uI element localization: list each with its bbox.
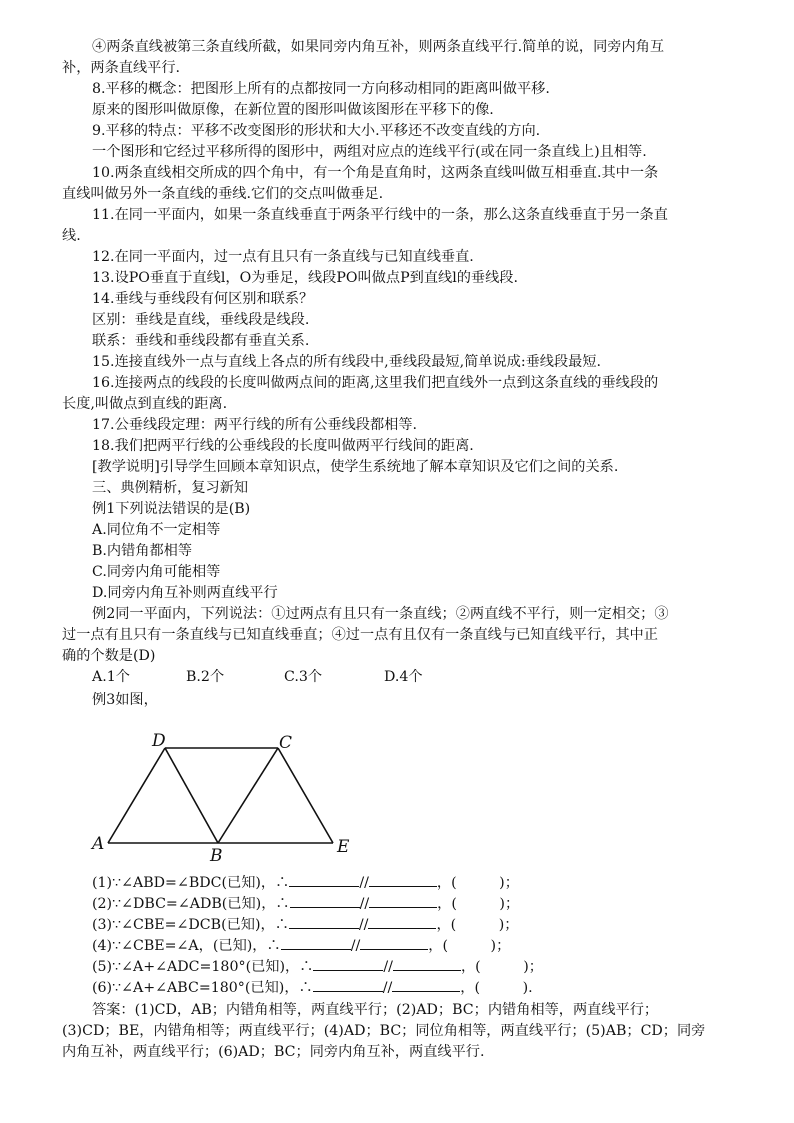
text-line: 补，两条直线平行. bbox=[62, 60, 181, 76]
point-label-e: E bbox=[337, 837, 350, 857]
parallel-sign: // bbox=[358, 917, 369, 933]
question-1 bbox=[92, 872, 519, 893]
option-c: C.同旁内角可能相等 bbox=[92, 564, 221, 580]
parallel-sign: // bbox=[359, 875, 369, 891]
answer-line: 答案：(1)CD，AB；内错角相等，两直线平行；(2)AD；BC；内错角相等，两直线平行； bbox=[92, 1002, 659, 1018]
question-text: (6)∵∠A+∠ABC=180°(已知)，∴ bbox=[92, 980, 313, 996]
section-heading: 三、典例精析，复习新知 bbox=[92, 480, 249, 496]
text-line: 直线叫做另外一条直线的垂线.它们的交点叫做垂足. bbox=[62, 186, 384, 202]
parallel-sign: // bbox=[382, 980, 393, 996]
question-text: (2)∵∠DBC=∠ADB(已知)，∴ bbox=[92, 896, 290, 912]
question-text: (1)∵∠ABD=∠BDC(已知)，∴ bbox=[92, 875, 290, 891]
question-2 bbox=[92, 893, 519, 914]
point-label-c: C bbox=[279, 733, 293, 753]
text-line: 线. bbox=[62, 228, 81, 244]
text-line: 13.设PO垂直于直线l，O为垂足，线段PO叫做点P到直线l的垂线段. bbox=[92, 270, 518, 286]
option-a: A.同位角不一定相等 bbox=[92, 522, 221, 538]
question-5 bbox=[92, 956, 543, 977]
text-line: 15.连接直线外一点与直线上各点的所有线段中,垂线段最短,简单说成:垂线段最短. bbox=[92, 354, 602, 370]
answer-blank[interactable] bbox=[313, 977, 383, 992]
answer-blank[interactable] bbox=[393, 956, 461, 971]
segment-ce bbox=[278, 748, 333, 843]
parallel-sign: // bbox=[350, 938, 361, 954]
reason-blank: ，( )； bbox=[460, 959, 543, 975]
text-line: 确的个数是(D) bbox=[62, 648, 156, 664]
answer-blank[interactable] bbox=[369, 872, 437, 887]
answer-blank[interactable] bbox=[290, 893, 360, 908]
text-line: 16.连接两点的线段的长度叫做两点间的距离,这里我们把直线外一点到这条直线的垂线段的 bbox=[92, 375, 659, 391]
reason-blank: ，( )； bbox=[436, 917, 519, 933]
parallel-sign: // bbox=[359, 896, 370, 912]
text-line: 18.我们把两平行线的公垂线段的长度叫做两平行线间的距离. bbox=[92, 438, 474, 454]
segment-bc bbox=[218, 748, 278, 843]
reason-blank: ，( )； bbox=[428, 938, 511, 954]
answer-blank[interactable] bbox=[392, 977, 460, 992]
question-3 bbox=[92, 914, 518, 935]
text-line: 8.平移的概念：把图形上所有的点都按同一方向移动相同的距离叫做平移. bbox=[92, 81, 550, 97]
choice-b: B.2个 bbox=[186, 669, 225, 685]
text-line: 12.在同一平面内，过一点有且只有一条直线与已知直线垂直. bbox=[92, 249, 474, 265]
segment-ad bbox=[108, 748, 165, 843]
text-line: 17.公垂线段定理：两平行线的所有公垂线段都相等. bbox=[92, 417, 418, 433]
answer-blank[interactable] bbox=[289, 872, 359, 887]
text-line: 原来的图形叫做原像，在新位置的图形叫做该图形在平移下的像. bbox=[92, 102, 494, 118]
question-text: (3)∵∠CBE=∠DCB(已知)，∴ bbox=[92, 917, 289, 933]
reason-blank: ，( )； bbox=[436, 875, 519, 891]
reason-blank: ，( ). bbox=[460, 980, 533, 996]
choice-d: D.4个 bbox=[384, 669, 423, 685]
example-2-question: 例2同一平面内，下列说法：①过两点有且只有一条直线；②两直线不平行，则一定相交；③ bbox=[92, 606, 669, 622]
question-4 bbox=[92, 935, 510, 956]
option-d: D.同旁内角互补则两直线平行 bbox=[92, 585, 278, 601]
text-line: 区别：垂线是直线，垂线段是线段. bbox=[92, 312, 310, 328]
text-line: 过一点有且只有一条直线与已知直线垂直；④过一点有且仅有一条直线与已知直线平行，其中正 bbox=[62, 627, 658, 643]
question-text: (4)∵∠CBE=∠A，(已知)，∴ bbox=[92, 938, 281, 954]
teaching-note: [教学说明]引导学生回顾本章知识点，使学生系统地了解本章知识及它们之间的关系. bbox=[92, 459, 619, 475]
answer-blank[interactable] bbox=[289, 914, 359, 929]
answer-blank[interactable] bbox=[368, 914, 436, 929]
text-line: 14.垂线与垂线段有何区别和联系？ bbox=[92, 291, 314, 307]
text-line: ④两条直线被第三条直线所截，如果同旁内角互补，则两条直线平行.简单的说，同旁内角互 bbox=[92, 39, 665, 55]
question-6 bbox=[92, 977, 533, 998]
point-label-d: D bbox=[152, 731, 166, 751]
answer-line: 内角互补，两直线平行；(6)AD；BC；同旁内角互补，两直线平行. bbox=[62, 1044, 485, 1060]
example-1-question: 例1下列说法错误的是(B) bbox=[92, 501, 251, 517]
text-line: 长度,叫做点到直线的距离. bbox=[62, 396, 228, 412]
example-3-title: 例3如图， bbox=[92, 692, 158, 708]
text-line: 联系：垂线和垂线段都有垂直关系. bbox=[92, 333, 310, 349]
text-line: 9.平移的特点：平移不改变图形的形状和大小.平移还不改变直线的方向. bbox=[92, 123, 541, 139]
answer-blank[interactable] bbox=[360, 935, 428, 950]
answer-blank[interactable] bbox=[313, 956, 383, 971]
choice-a: A.1个 bbox=[92, 669, 130, 685]
parallel-sign: // bbox=[383, 959, 393, 975]
segment-db bbox=[165, 748, 218, 843]
text-line: 10.两条直线相交所成的四个角中，有一个角是直角时，这两条直线叫做互相垂直.其中一条 bbox=[92, 165, 659, 181]
text-line: 11.在同一平面内，如果一条直线垂直于两条平行线中的一条，那么这条直线垂直于另一条直 bbox=[92, 207, 668, 223]
answer-blank[interactable] bbox=[369, 893, 437, 908]
answer-line: (3)CD；BE，内错角相等；两直线平行；(4)AD；BC；同位角相等，两直线平行；(5)AB；CD；同旁 bbox=[62, 1023, 706, 1039]
point-label-a: A bbox=[92, 834, 105, 854]
point-label-b: B bbox=[210, 846, 223, 866]
answer-blank[interactable] bbox=[281, 935, 351, 950]
option-b: B.内错角都相等 bbox=[92, 543, 193, 559]
choice-c: C.3个 bbox=[284, 669, 323, 685]
question-text: (5)∵∠A+∠ADC=180°(已知)，∴ bbox=[92, 959, 314, 975]
reason-blank: ，( )； bbox=[437, 896, 520, 912]
geometry-figure bbox=[88, 728, 368, 868]
text-line: 一个图形和它经过平移所得的图形中，两组对应点的连线平行(或在同一条直线上)且相等. bbox=[92, 144, 647, 160]
